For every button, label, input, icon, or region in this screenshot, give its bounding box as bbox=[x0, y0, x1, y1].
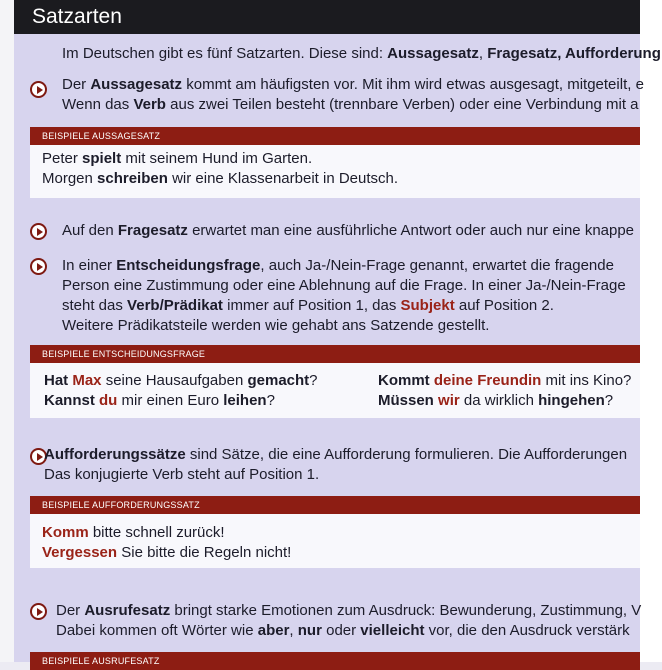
play-bullet-icon[interactable] bbox=[30, 258, 47, 275]
example-column-right: Kommt deine Freundin mit ins Kino? Müssen wir da wirklich hingehen? bbox=[378, 372, 632, 409]
example-sentence: Peter spielt mit seinem Hund im Garten. bbox=[42, 150, 313, 167]
example-header-ausrufesatz: BEISPIELE AUSRUFESATZ bbox=[30, 652, 640, 670]
play-bullet-icon[interactable] bbox=[30, 603, 47, 620]
aufforderung-paragraph: Aufforderungssätze sind Sätze, die eine Aufforderung formulieren. Die Aufforderungen Das konjugierte Verb steht auf Position 1. bbox=[44, 446, 628, 483]
example-header-entscheidungsfrage: BEISPIELE ENTSCHEIDUNGSFRAGE bbox=[30, 345, 640, 363]
example-header-aufforderungssatz: BEISPIELE AUFFORDERUNGSSATZ bbox=[30, 496, 640, 514]
example-sentence: Morgen schreiben wir eine Klassenarbeit in Deutsch. bbox=[42, 170, 399, 187]
example-sentence: Vergessen Sie bitte die Regeln nicht! bbox=[42, 544, 292, 561]
example-column-left: Hat Max seine Hausaufgaben gemacht? Kannst du mir einen Euro leihen? bbox=[44, 372, 318, 409]
example-box-aufforderungssatz bbox=[30, 514, 640, 568]
example-header-aussagesatz: BEISPIELE AUSSAGESATZ bbox=[30, 127, 640, 145]
example-box-aussagesatz bbox=[30, 145, 640, 198]
ausrufesatz-paragraph: Der Ausrufesatz bringt starke Emotionen zum Ausdruck: Bewunderung, Zustimmung, V Dabei kommen oft Wörter wie aber, nur oder vielleicht vor, die den Ausdruck verstärk bbox=[56, 602, 642, 639]
example-sentence: Komm bitte schnell zurück! bbox=[42, 524, 225, 541]
entscheidungsfrage-paragraph: In einer Entscheidungsfrage, auch Ja-/Nein-Frage genannt, erwartet die fragende Person eine Zustimmung oder eine Ablehnung auf die Frage. In einer Ja-/Nein-Frage steht das Verb/Prädikat immer auf Position 1, das Subjekt auf Position 2. Weitere Prädikatsteile werden wie gehabt ans Satzende gestellt. bbox=[62, 257, 626, 334]
intro-text: Im Deutschen gibt es fünf Satzarten. Diese sind: Aussagesatz, Fragesatz, Aufforderung bbox=[62, 45, 661, 62]
page-title: Satzarten bbox=[14, 0, 640, 34]
play-bullet-icon[interactable] bbox=[30, 81, 47, 98]
content-panel bbox=[14, 0, 661, 666]
play-bullet-icon[interactable] bbox=[30, 223, 47, 240]
aussagesatz-paragraph: Der Aussagesatz kommt am häufigsten vor. Mit ihm wird etwas ausgesagt, mitgeteilt, e Wenn das Verb aus zwei Teilen besteht (trennbare Verben) oder eine Verbindung mit a bbox=[62, 76, 644, 113]
left-margin bbox=[0, 0, 14, 662]
fragesatz-paragraph: Auf den Fragesatz erwartet man eine ausführliche Antwort oder auch nur eine knappe bbox=[62, 222, 635, 239]
